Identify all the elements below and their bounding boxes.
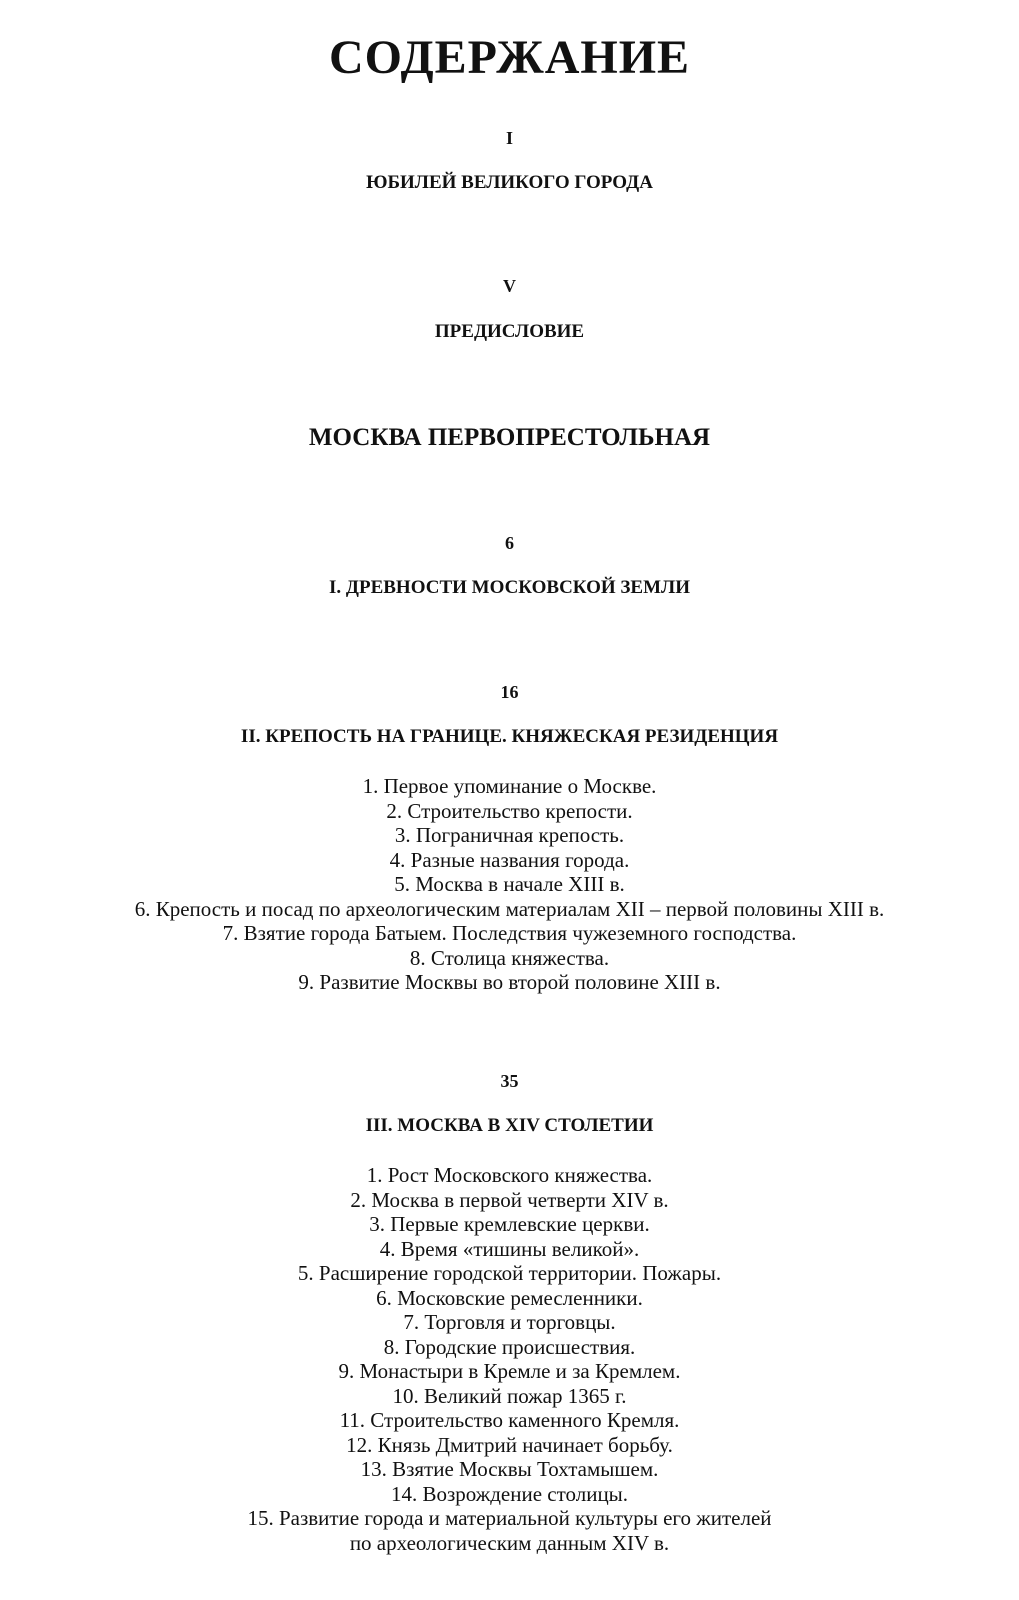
- list-item: 4. Разные названия города.: [389, 847, 630, 872]
- page-title: СОДЕРЖАНИЕ: [328, 31, 691, 84]
- list-item: 7. Торговля и торговцы.: [403, 1310, 616, 1334]
- list-item: 1. Первое упоминание о Москве.: [362, 774, 657, 798]
- list-item: 4. Время «тишины великой».: [379, 1236, 640, 1261]
- chapter-2-items: [0, 774, 1019, 995]
- list-item: 14. Возрождение столицы.: [390, 1481, 629, 1506]
- section-heading: ЮБИЛЕЙ ВЕЛИКОГО ГОРОДА: [366, 172, 653, 193]
- section-heading: ПРЕДИСЛОВИЕ: [434, 321, 585, 342]
- list-item: 2. Москва в первой четверти XIV в.: [350, 1187, 669, 1212]
- list-item: 11. Строительство каменного Кремля.: [339, 1408, 680, 1432]
- section-page-number: I: [505, 128, 513, 148]
- list-item: 3. Первые кремлевские церкви.: [369, 1212, 650, 1236]
- list-item: 9. Монастыри в Кремле и за Кремлем.: [338, 1359, 681, 1383]
- list-item: 3. Пограничная крепость.: [394, 823, 625, 847]
- list-item: 8. Столица княжества.: [409, 945, 610, 970]
- list-item: 5. Москва в начале XIII в.: [394, 872, 625, 896]
- list-item: 8. Городские происшествия.: [383, 1334, 636, 1359]
- chapter-heading: II. КРЕПОСТЬ НА ГРАНИЦЕ. КНЯЖЕСКАЯ РЕЗИДЕНЦИЯ: [240, 726, 779, 747]
- chapter-page-number: 16: [500, 682, 519, 702]
- chapter-heading: I. ДРЕВНОСТИ МОСКОВСКОЙ ЗЕМЛИ: [329, 577, 690, 598]
- list-item: 6. Крепость и посад по археологическим материалам XII – первой половины XIII в.: [134, 896, 885, 921]
- list-item: 2. Строительство крепости.: [386, 798, 633, 823]
- list-item: 1. Рост Московского княжества.: [366, 1163, 653, 1187]
- chapter-heading: III. МОСКВА В XIV СТОЛЕТИИ: [365, 1115, 654, 1136]
- list-item: 10. Великий пожар 1365 г.: [392, 1383, 627, 1408]
- chapter-3-items: [0, 1163, 1019, 1555]
- section-page-number: V: [503, 276, 516, 296]
- chapter-page-number: 6: [505, 533, 514, 553]
- list-item: 15. Развитие города и материальной культуры его жителей: [247, 1506, 772, 1530]
- list-item: 13. Взятие Москвы Тохтамышем.: [360, 1457, 659, 1481]
- list-item: 6. Московские ремесленники.: [376, 1285, 643, 1310]
- list-item: 7. Взятие города Батыем. Последствия чужеземного господства.: [222, 921, 797, 945]
- book-heading: МОСКВА ПЕРВОПРЕСТОЛЬНАЯ: [308, 424, 711, 451]
- list-item: 9. Развитие Москвы во второй половине XIII в.: [298, 970, 721, 994]
- list-item: 12. Князь Дмитрий начинает борьбу.: [346, 1432, 673, 1457]
- chapter-page-number: 35: [500, 1071, 519, 1091]
- list-item: по археологическим данным XIV в.: [349, 1530, 670, 1555]
- list-item: 5. Расширение городской территории. Пожары.: [297, 1261, 722, 1285]
